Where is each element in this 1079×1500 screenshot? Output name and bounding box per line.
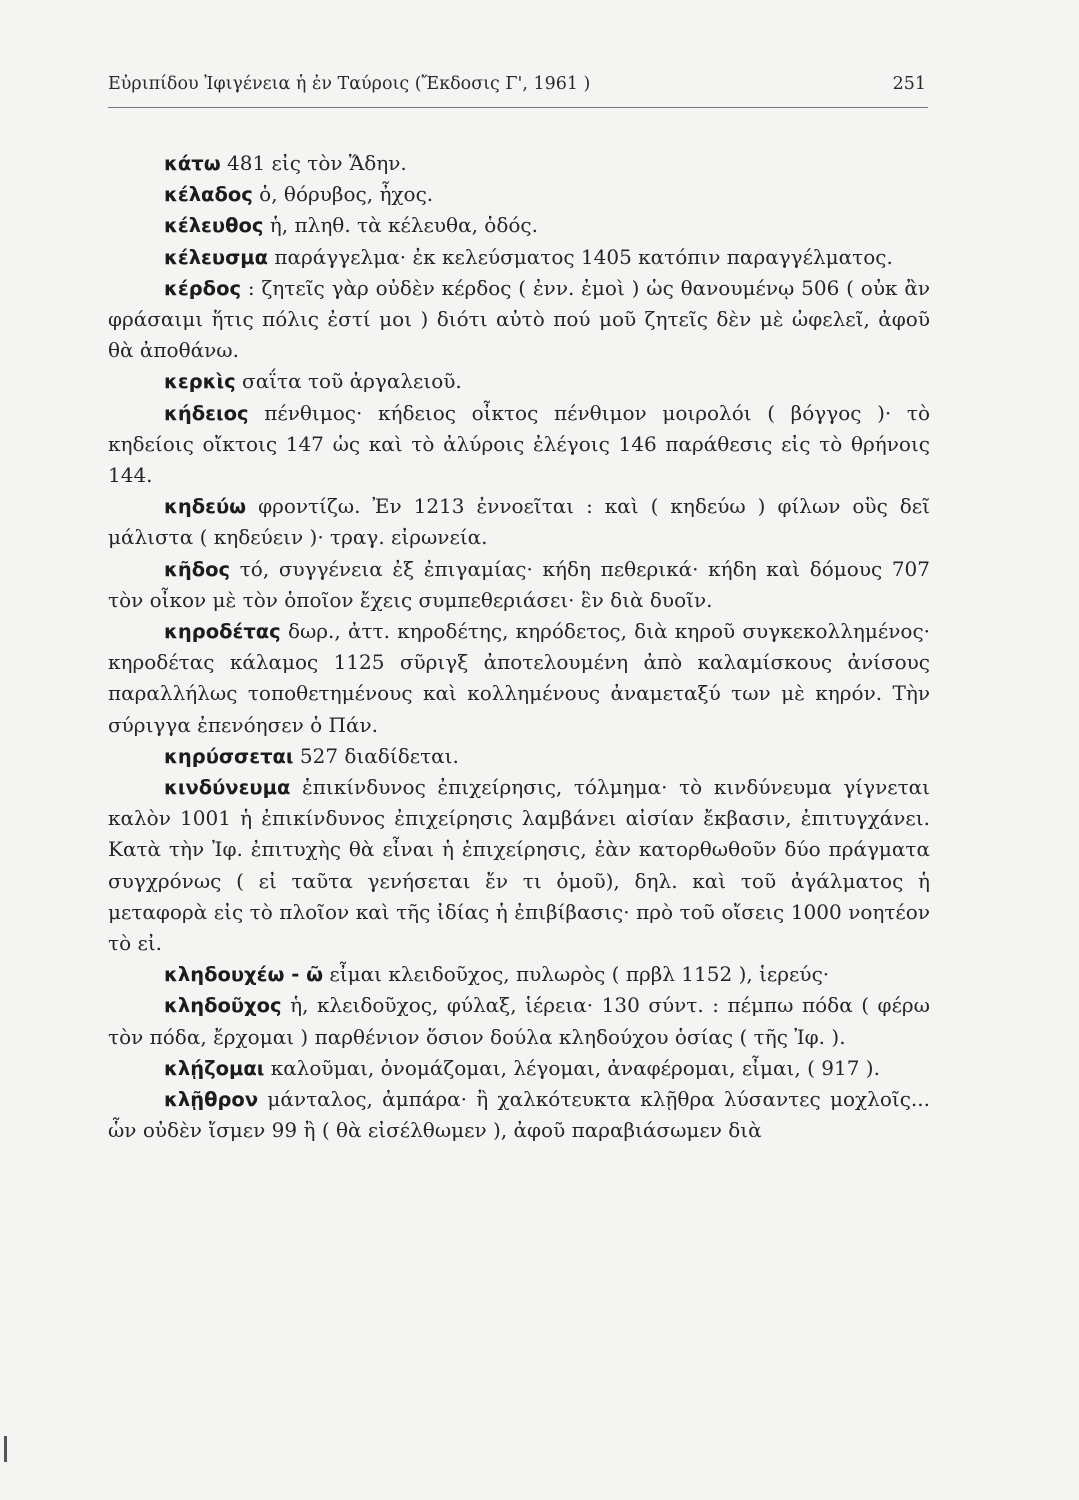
glossary-entry — [108, 366, 930, 397]
entry-definition: δωρ., ἀττ. κηροδέτης, κηρόδετος, διὰ κηροῦ συγκεκολλημένος· κηροδέτας κάλαμος 1125 σῦριγξ ἀποτελουμένη ἀπὸ καλαμίσκους ἀνίσους παραλλήλως τοποθετημένους καὶ κολλημένους ἀναμεταξύ των μὲ κηρόν. Τὴν σύριγγα ἐπενόησεν ὁ Πάν. — [108, 619, 931, 737]
entry-headword: κέλευθος — [164, 214, 264, 238]
entry-definition: ἐπικίνδυνος ἐπιχείρησις, τόλμημα· τὸ κινδύνευμα γίγνεται καλὸν 1001 ἡ ἐπικίνδυνος ἐπιχείρησις λαμβάνει αἰσίαν ἔκβασιν, ἐπιτυγχάνει. Κατὰ τὴν Ἰφ. ἐπιτυχὴς θὰ εἶναι ἡ ἐπιχείρησις, ἐὰν κατορθωθοῦν δύο πράγματα συγχρόνως ( εἰ ταῦτα γενήσεται ἔν τι ὁμοῦ), δηλ. καὶ τοῦ ἀγάλματος ἡ μεταφορὰ εἰς τὸ πλοῖον καὶ τῆς ἰδίας ἡ ἐπιβίβασις· πρὸ τοῦ οἴσεις 1000 νοητέον τὸ εἰ. — [108, 775, 931, 956]
entry-headword: κάτω — [164, 152, 221, 175]
entry-headword: κερκὶς — [164, 370, 236, 394]
entry-definition: παράγγελμα· ἐκ κελεύσματος 1405 κατόπιν παραγγέλματος. — [274, 244, 893, 269]
page-number: 251 — [892, 74, 926, 94]
glossary-entry — [108, 491, 930, 553]
entry-headword: κηροδέτας — [164, 620, 281, 644]
entry-definition: μάνταλος, ἀμπάρα· ἢ χαλκότευκτα κλῇθρα λύσαντες μοχλοῖς... ὧν οὐδὲν ἴσμεν 99 ἢ ( θὰ εἰσέλθωμεν ), ἀφοῦ παραβιάσωμεν διὰ — [108, 1087, 931, 1143]
glossary-entry — [108, 959, 930, 990]
glossary-entry — [108, 554, 930, 616]
glossary-entries — [108, 148, 930, 1147]
glossary-entry — [108, 1084, 930, 1146]
entry-definition: τό, συγγένεια ἐξ ἐπιγαμίας· κήδη πεθερικά· κήδη καὶ δόμους 707 τὸν οἶκον μὲ τὸν ὁποῖον ἔχεις συμπεθεριάσει· ἓν διὰ δυοῖν. — [108, 556, 931, 612]
entry-definition: ὁ, θόρυβος, ἦχος. — [259, 182, 434, 207]
entry-headword: κέρδος — [164, 276, 242, 300]
glossary-entry — [108, 772, 930, 959]
glossary-entry — [108, 616, 930, 741]
glossary-entry — [108, 148, 930, 179]
entry-definition: 481 εἰς τὸν Ἅδην. — [227, 151, 407, 175]
entry-headword: κηδεύω — [164, 495, 247, 519]
entry-headword: κέλευσμα — [164, 245, 269, 269]
glossary-entry — [108, 179, 930, 210]
glossary-entry — [108, 273, 930, 367]
entry-headword: κληδοῦχος — [164, 994, 282, 1018]
running-title: Εὐριπίδου Ἰφιγένεια ἡ ἐν Ταύροις (Ἔκδοσις Γ', 1961 ) — [108, 74, 591, 94]
entry-headword: κληδουχέω - ῶ — [164, 963, 324, 987]
glossary-entry — [108, 1053, 930, 1084]
glossary-entry — [108, 990, 930, 1052]
entry-headword: κήδειος — [164, 401, 249, 425]
entry-headword: κλῄζομαι — [164, 1056, 265, 1080]
entry-definition: ἡ, πληθ. τὰ κέλευθα, ὁδός. — [269, 213, 538, 238]
entry-definition: ἡ, κλειδοῦχος, φύλαξ, ἱέρεια· 130 σύντ. : πέμπω πόδα ( φέρω τὸν πόδα, ἔρχομαι ) παρθένιον ὅσιον δούλα κληδούχου ὁσίας ( τῆς Ἰφ. ). — [108, 993, 930, 1049]
scan-edge-mark — [4, 1436, 7, 1462]
entry-headword: κῆδος — [164, 557, 231, 581]
entry-headword: κηρύσσεται — [164, 744, 294, 768]
glossary-entry — [108, 242, 930, 273]
entry-definition: εἶμαι κλειδοῦχος, πυλωρὸς ( πρβλ 1152 ), ἱερεύς· — [329, 962, 830, 987]
entry-headword: κλῇθρον — [164, 1088, 259, 1112]
entry-headword: κέλαδος — [164, 183, 253, 207]
entry-headword: κινδύνευμα — [164, 776, 291, 800]
entry-definition: πένθιμος· κήδειος οἶκτος πένθιμον μοιρολόι ( βόγγος )· τὸ κηδείοις οἴκτοις 147 ὡς καὶ τὸ ἀλύροις ἐλέγοις 146 παράθεσις εἰς τὸ θρήνοις 144. — [108, 400, 931, 488]
header-rule — [108, 107, 928, 108]
glossary-entry — [108, 210, 930, 241]
entry-definition: 527 διαδίδεται. — [299, 743, 459, 768]
entry-definition: : ζητεῖς γὰρ οὐδὲν κέρδος ( ἐνν. ἐμοὶ ) ὡς θανουμένῳ 506 ( οὐκ ἂν φράσαιμι ἥτις πόλις ἐστί μοι ) διότι αὐτὸ πού μοῦ ζητεῖς δὲν μὲ ὠφελεῖ, ἀφοῦ θὰ ἀποθάνω. — [108, 275, 930, 363]
entry-definition: φροντίζω. Ἐν 1213 ἐννοεῖται : καὶ ( κηδεύω ) φίλων οὓς δεῖ μάλιστα ( κηδεύειν )· τραγ. εἰρωνεία. — [108, 494, 930, 550]
glossary-entry — [108, 398, 930, 492]
entry-definition: σαΐτα τοῦ ἀργαλειοῦ. — [242, 369, 462, 394]
entry-definition: καλοῦμαι, ὀνομάζομαι, λέγομαι, ἀναφέρομαι, εἶμαι, ( 917 ). — [270, 1055, 880, 1080]
glossary-entry — [108, 741, 930, 772]
